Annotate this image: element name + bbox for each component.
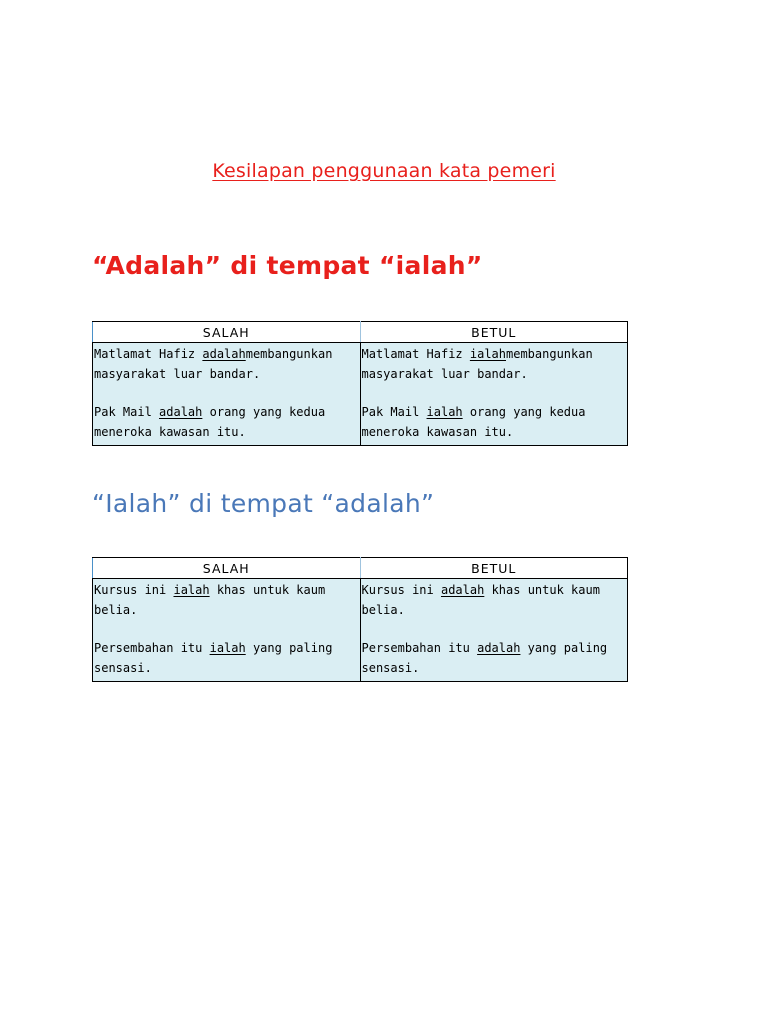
column-header-salah: SALAH <box>93 322 361 343</box>
sentence-text: khas untuk kaum <box>209 583 326 597</box>
keyword-underlined: ialah <box>173 583 210 597</box>
sentence-text: orang yang kedua <box>202 405 326 419</box>
column-header-betul: BETUL <box>360 558 628 579</box>
sentence-text: yang paling <box>245 641 333 655</box>
section-heading-1: “Adalah” di tempat “ialah” <box>92 251 483 280</box>
sentence-text: Persembahan itu <box>94 641 210 655</box>
keyword-underlined: adalah <box>477 641 521 655</box>
example-sentence <box>362 344 627 384</box>
sentence-text: membangunkan <box>245 347 333 361</box>
sentence-text: masyarakat luar bandar. <box>94 367 261 381</box>
sentence-text: membangunkan <box>506 347 593 361</box>
table-header-row <box>93 322 628 343</box>
sentence-text: Matlamat Hafiz <box>361 347 470 361</box>
example-sentence <box>94 580 359 620</box>
sentence-text: Matlamat Hafiz <box>94 347 203 361</box>
salah-cell <box>93 579 361 682</box>
table-row <box>93 579 628 682</box>
sentence-text: sensasi. <box>361 661 420 675</box>
keyword-underlined: ialah <box>469 347 506 361</box>
betul-cell <box>360 343 628 446</box>
sentence-text: Pak Mail <box>361 405 427 419</box>
sentence-text: yang paling <box>520 641 608 655</box>
salah-cell <box>93 343 361 446</box>
sentence-text: Kursus ini <box>94 583 174 597</box>
sentence-text: meneroka kawasan itu. <box>94 425 246 439</box>
table-row <box>93 343 628 446</box>
keyword-underlined: ialah <box>209 641 246 655</box>
table-header-row <box>93 558 628 579</box>
sentence-text: orang yang kedua <box>462 405 586 419</box>
sentence-text: masyarakat luar bandar. <box>361 367 528 381</box>
example-sentence <box>94 638 359 678</box>
example-sentence <box>362 402 627 442</box>
example-sentence <box>94 344 359 384</box>
keyword-underlined: adalah <box>202 347 246 361</box>
sentence-text: belia. <box>94 603 138 617</box>
sentence-text: Persembahan itu <box>361 641 478 655</box>
comparison-table-2 <box>92 557 628 682</box>
sentence-text: meneroka kawasan itu. <box>361 425 514 439</box>
sentence-text: Kursus ini <box>361 583 441 597</box>
example-sentence <box>362 580 627 620</box>
keyword-underlined: adalah <box>440 583 485 597</box>
keyword-underlined: adalah <box>159 405 203 419</box>
comparison-table-1 <box>92 321 628 446</box>
sentence-text: khas untuk kaum <box>484 583 600 597</box>
sentence-text: belia. <box>361 603 405 617</box>
column-header-salah: SALAH <box>93 558 361 579</box>
example-sentence <box>94 402 359 442</box>
keyword-underlined: ialah <box>426 405 463 419</box>
column-header-betul: BETUL <box>360 322 628 343</box>
section-heading-2: “Ialah” di tempat “adalah” <box>92 489 435 518</box>
sentence-text: Pak Mail <box>94 405 160 419</box>
example-sentence <box>362 638 627 678</box>
betul-cell <box>360 579 628 682</box>
sentence-text: sensasi. <box>94 661 152 675</box>
page-title: Kesilapan penggunaan kata pemeri <box>212 160 556 182</box>
